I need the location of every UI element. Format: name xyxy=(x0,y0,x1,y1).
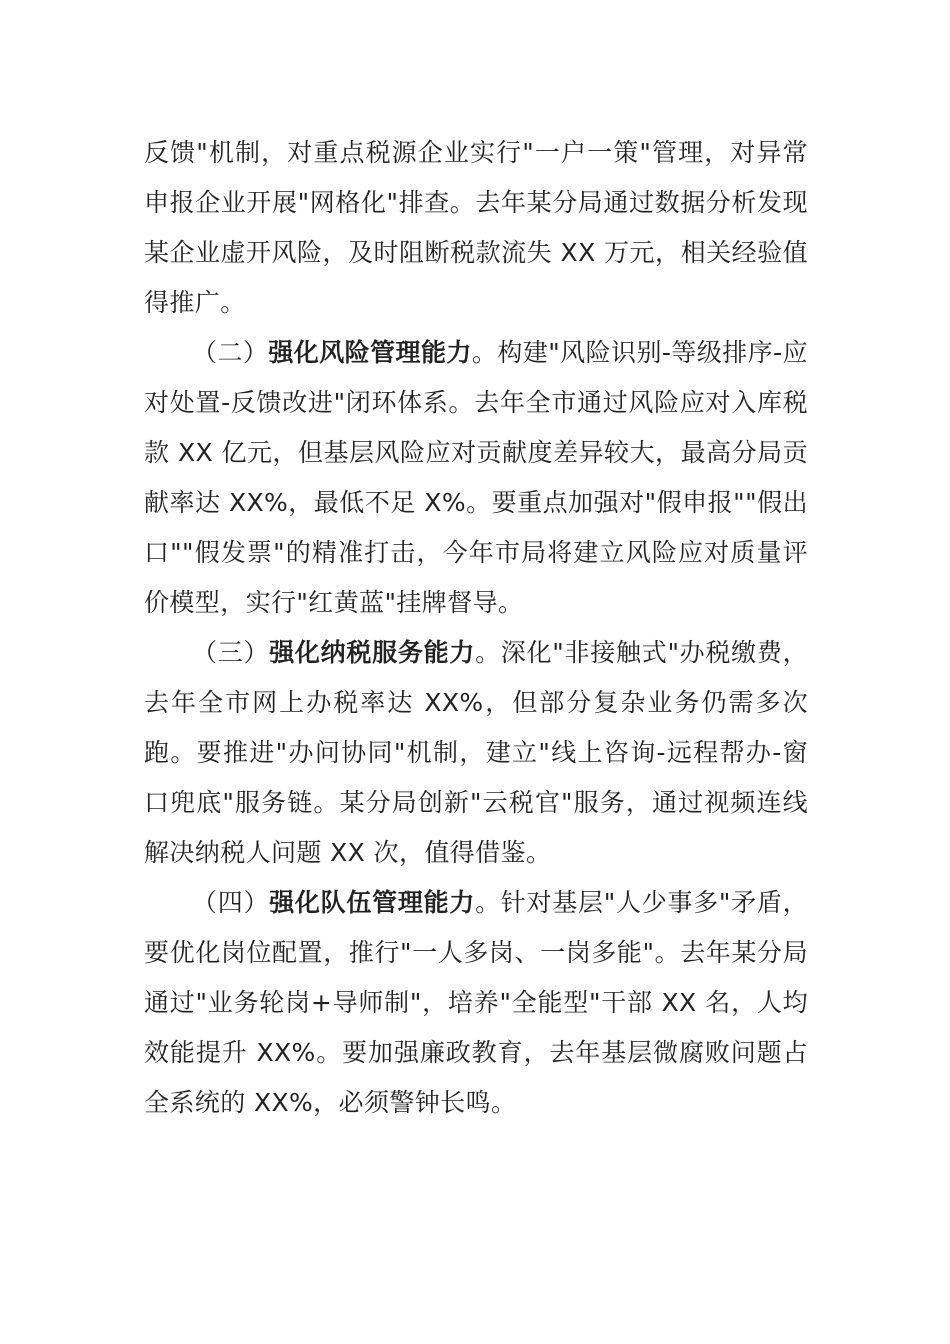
section-number: （二） xyxy=(192,338,269,367)
section-number: （四） xyxy=(192,888,270,917)
paragraph-team-management xyxy=(144,878,808,1128)
paragraph-text: 。针对基层"人少事多"矛盾，要优化岗位配置，推行"一人多岗、一岗多能"。去年某分局通过"业务轮岗+导师制"，培养"全能型"干部 XX 名，人均效能提升 XX%。要加强廉政教育，去年基层微腐败问题占全系统的 XX%，必须警钟长鸣。 xyxy=(144,888,809,1117)
document-body xyxy=(144,128,808,1128)
section-heading: 强化队伍管理能力 xyxy=(269,888,476,917)
section-heading: 强化风险管理能力 xyxy=(268,338,472,367)
paragraph-text: 。深化"非接触式"办税缴费，去年全市网上办税率达 XX%，但部分复杂业务仍需多次跑。要推进"办问协同"机制，建立"线上咨询-远程帮办-窗口兜底"服务链。某分局创新"云税官"服务，通过视频连线解决纳税人问题 XX 次，值得借鉴。 xyxy=(144,638,809,867)
paragraph-text: 。构建"风险识别-等级排序-应对处置-反馈改进"闭环体系。去年全市通过风险应对入库税款 XX 亿元，但基层风险应对贡献度差异较大，最高分局贡献率达 XX%，最低不足 X%。要重点加强对"假申报""假出口""假发票"的精准打击，今年市局将建立风险应对质量评价模型，实行"红黄蓝"挂牌督导。 xyxy=(144,338,809,617)
section-heading: 强化纳税服务能力 xyxy=(269,638,476,667)
paragraph-risk-management xyxy=(144,328,808,628)
paragraph-text: 反馈"机制，对重点税源企业实行"一户一策"管理，对异常申报企业开展"网格化"排查。去年某分局通过数据分析发现某企业虚开风险，及时阻断税款流失 XX 万元，相关经验值得推广。 xyxy=(144,138,808,317)
section-number: （三） xyxy=(192,638,270,667)
paragraph-taxpayer-service xyxy=(144,628,808,878)
paragraph-continuation xyxy=(144,128,808,328)
